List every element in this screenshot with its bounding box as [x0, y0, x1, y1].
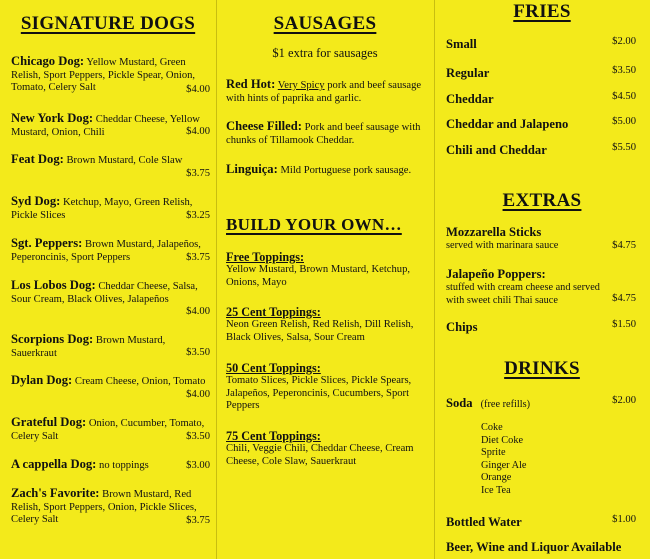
sides-column	[434, 0, 650, 559]
sausages-column	[216, 0, 434, 559]
item-desc: Ketchup, Mayo, Green Relish, Pickle Slices	[11, 197, 193, 221]
item-price: $4.00	[186, 306, 210, 317]
item-note: (free refills)	[480, 399, 531, 410]
toppings-group-list: Neon Green Relish, Red Relish, Dill Relish, Black Olives, Salsa, Sour Cream	[226, 319, 414, 343]
list-item: Ginger Ale	[481, 459, 527, 471]
item-price: $2.00	[612, 36, 636, 47]
list-item: Diet Coke	[481, 434, 524, 446]
item-name: Linguiça:	[226, 162, 278, 176]
item-price: $4.75	[612, 240, 636, 251]
item-name: Scorpions Dog:	[11, 332, 94, 346]
menu-item-dylan-dog	[11, 374, 211, 389]
menu-item-zachs-favorite	[11, 487, 211, 527]
item-desc: stuffed with cream cheese and served with sweet chili Thai sauce	[446, 282, 600, 306]
item-price: $4.00	[186, 389, 210, 400]
signature-dogs-column	[0, 0, 216, 559]
extras-heading: EXTRAS	[502, 190, 582, 211]
item-desc: Cheddar Cheese, Yellow Mustard, Onion, Chili	[11, 114, 200, 138]
build-your-own-heading: BUILD YOUR OWN…	[226, 215, 402, 234]
fries-heading: FRIES	[513, 1, 571, 22]
item-price: $1.50	[612, 319, 636, 330]
item-name: A cappella Dog:	[11, 457, 97, 471]
item-desc-emphasis: Very Spicy	[277, 80, 325, 91]
item-desc: Yellow Mustard, Green Relish, Sport Peppers, Pickle Spear, Onion, Tomato, Celery Salt	[11, 57, 196, 94]
item-name: Syd Dog:	[11, 194, 61, 208]
item-name: Soda	[446, 396, 473, 410]
item-name: Cheddar	[446, 92, 494, 106]
fries-row	[446, 35, 636, 53]
item-price: $3.50	[186, 347, 210, 358]
item-name: Zach's Favorite:	[11, 486, 100, 500]
item-desc: Brown Mustard, Red Relish, Sport Peppers, Onion, Pickle Slices, Celery Salt	[11, 489, 197, 526]
item-name: Grateful Dog:	[11, 415, 87, 429]
item-name: Chicago Dog:	[11, 54, 85, 68]
toppings-group-50-cent	[226, 361, 431, 413]
item-price: $3.50	[612, 65, 636, 76]
item-desc: Brown Mustard, Sauerkraut	[11, 335, 166, 359]
signature-dogs-heading: SIGNATURE DOGS	[20, 13, 196, 34]
toppings-group-title: 75 Cent Toppings:	[226, 429, 321, 443]
item-desc: no toppings	[99, 460, 149, 471]
sausages-heading: SAUSAGES	[273, 13, 377, 34]
item-desc: served with marinara sauce	[446, 240, 559, 251]
item-desc: Cheddar Cheese, Salsa, Sour Cream, Black Olives, Jalapeños	[11, 281, 198, 305]
fries-row	[446, 141, 636, 159]
soda-flavor-list	[481, 422, 526, 498]
item-desc: Mild Portuguese pork sausage.	[280, 165, 412, 176]
item-name: Cheese Filled:	[226, 119, 302, 133]
item-name: Chili and Cheddar	[446, 143, 547, 157]
extras-row	[446, 267, 636, 307]
item-desc: Onion, Cucumber, Tomato, Celery Salt	[11, 418, 205, 442]
item-price: $3.50	[186, 431, 210, 442]
toppings-group-list: Tomato Slices, Pickle Slices, Pickle Spears, Jalapeños, Peperoncinis, Cucumbers, Sport Peppers	[226, 375, 412, 412]
item-name: New York Dog:	[11, 111, 94, 125]
item-price: $3.25	[186, 210, 210, 221]
menu-item-los-lobos-dog	[11, 279, 211, 306]
toppings-group-title: Free Toppings:	[226, 250, 304, 264]
menu-item-syd-dog	[11, 195, 211, 222]
item-desc: Brown Mustard, Jalapeños, Peperoncinis, Sport Peppers	[11, 239, 201, 263]
sausages-note: $1 extra for sausages	[272, 46, 378, 60]
menu-item-feat-dog	[11, 153, 211, 168]
item-desc: Cream Cheese, Onion, Tomato	[74, 376, 206, 387]
item-price: $1.00	[612, 514, 636, 525]
list-item: Sprite	[481, 447, 506, 459]
item-price: $4.00	[186, 84, 210, 95]
item-name: Chips	[446, 320, 478, 334]
menu-item-sgt-peppers	[11, 237, 211, 264]
drinks-water-row	[446, 513, 636, 531]
item-price: $4.75	[612, 293, 636, 304]
list-item: Orange	[481, 472, 512, 484]
item-price: $5.00	[612, 116, 636, 127]
list-item: Ice Tea	[481, 484, 511, 496]
item-name: Small	[446, 37, 477, 51]
drinks-soda-row	[446, 394, 636, 412]
item-price: $3.75	[186, 252, 210, 263]
menu-item-new-york-dog	[11, 112, 211, 139]
item-name: Dylan Dog:	[11, 373, 73, 387]
menu-item-scorpions-dog	[11, 333, 211, 360]
item-name: Sgt. Peppers:	[11, 236, 83, 250]
toppings-group-title: 50 Cent Toppings:	[226, 361, 321, 375]
item-name: Feat Dog:	[11, 152, 64, 166]
item-name: Mozzarella Sticks	[446, 225, 542, 239]
item-desc: pork and beef sausage with hints of paprika and garlic.	[226, 80, 422, 104]
menu-item-red-hot	[226, 78, 431, 105]
item-name: Regular	[446, 66, 490, 80]
fries-row	[446, 115, 636, 133]
menu-item-cheese-filled	[226, 120, 431, 147]
item-desc: Brown Mustard, Cole Slaw	[66, 155, 183, 166]
extras-row	[446, 318, 636, 336]
item-price: $3.00	[186, 460, 210, 471]
item-desc: Pork and beef sausage with chunks of Tillamook Cheddar.	[226, 122, 421, 146]
item-price: $5.50	[612, 142, 636, 153]
menu-item-chicago-dog	[11, 55, 211, 95]
drinks-footer	[446, 538, 644, 556]
menu-item-linguica	[226, 163, 431, 178]
item-name: Los Lobos Dog:	[11, 278, 96, 292]
item-price: $2.00	[612, 395, 636, 406]
toppings-group-75-cent	[226, 429, 431, 468]
menu-item-a-cappella-dog	[11, 458, 171, 473]
item-price: $4.00	[186, 126, 210, 137]
toppings-group-list: Chili, Veggie Chili, Cheddar Cheese, Cream Cheese, Cole Slaw, Sauerkraut	[226, 443, 414, 467]
toppings-group-25-cent	[226, 305, 431, 344]
fries-row	[446, 90, 636, 108]
toppings-group-free	[226, 250, 431, 289]
item-price: $3.75	[186, 515, 210, 526]
fries-row	[446, 64, 636, 82]
toppings-group-title: 25 Cent Toppings:	[226, 305, 321, 319]
item-name: Cheddar and Jalapeno	[446, 117, 569, 131]
item-name: Jalapeño Poppers:	[446, 267, 546, 281]
toppings-group-list: Yellow Mustard, Brown Mustard, Ketchup, Onions, Mayo	[226, 264, 411, 288]
extras-row	[446, 225, 636, 253]
drinks-heading: DRINKS	[504, 358, 580, 379]
item-name: Red Hot:	[226, 77, 276, 91]
item-price: $4.50	[612, 91, 636, 102]
list-item: Coke	[481, 422, 503, 433]
item-name: Bottled Water	[446, 515, 522, 529]
item-price: $3.75	[186, 168, 210, 179]
menu-item-grateful-dog	[11, 416, 211, 443]
bar-note: Beer, Wine and Liquor Available	[446, 540, 622, 554]
